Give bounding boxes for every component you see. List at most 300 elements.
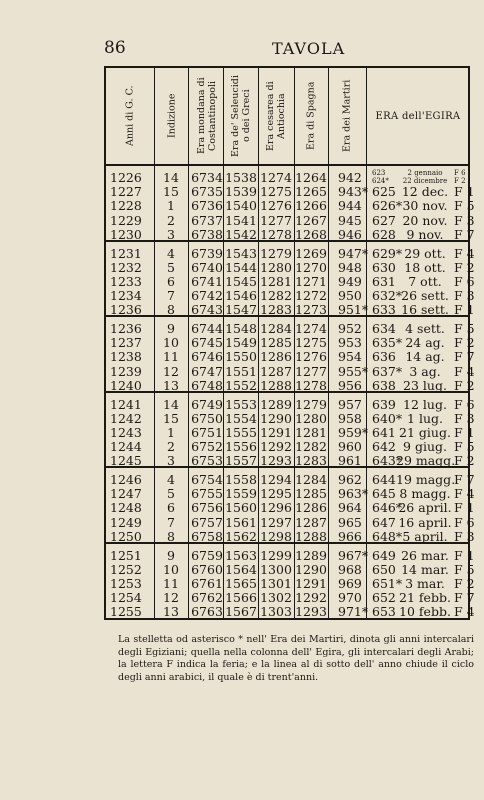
cell-sel: 1562 bbox=[225, 528, 257, 544]
cell-con: 6753 bbox=[191, 453, 223, 469]
cell-year: 1245 bbox=[110, 453, 142, 469]
cell-egy: 623 624* bbox=[372, 169, 389, 185]
cell-egy: 636 bbox=[372, 349, 396, 365]
cell-ind: 9 bbox=[167, 321, 175, 336]
header-spain: Era di Spagna bbox=[305, 81, 317, 151]
cell-spa: 1289 bbox=[295, 547, 327, 563]
cell-ind: 12 bbox=[163, 363, 179, 379]
cell-spa: 1282 bbox=[295, 439, 327, 455]
cell-spa: 1279 bbox=[295, 396, 327, 412]
cell-spa: 1277 bbox=[295, 363, 327, 379]
cell-mar: 963* bbox=[338, 486, 369, 502]
cell-ant: 1283 bbox=[260, 302, 292, 318]
cell-spa: 1275 bbox=[295, 335, 327, 351]
cell-ind: 14 bbox=[163, 170, 179, 185]
cell-fer: F 5 bbox=[454, 561, 475, 577]
cell-ind: 7 bbox=[167, 288, 175, 304]
cell-year: 1238 bbox=[110, 349, 142, 365]
header-year: Anni di G. C. bbox=[124, 85, 136, 147]
cell-ant: 1299 bbox=[260, 547, 292, 563]
cell-con: 6761 bbox=[191, 575, 223, 591]
cell-fer: F 1 bbox=[454, 500, 475, 516]
cell-fer: F 5 bbox=[454, 321, 475, 336]
cell-ant: 1298 bbox=[260, 528, 292, 544]
cell-mar: 962 bbox=[338, 472, 362, 487]
cell-ind: 7 bbox=[167, 514, 175, 530]
cell-year: 1230 bbox=[110, 226, 142, 242]
year-group bbox=[106, 317, 475, 393]
cell-spa: 1265 bbox=[295, 184, 327, 200]
cell-ind: 1 bbox=[167, 198, 175, 214]
cell-sel: 1554 bbox=[225, 410, 257, 426]
cell-fer: F 2 bbox=[454, 377, 475, 393]
cell-fer: F 5 bbox=[454, 439, 475, 455]
cell-sel: 1550 bbox=[225, 349, 257, 365]
cell-con: 6751 bbox=[191, 424, 223, 440]
cell-egy: 653 bbox=[372, 604, 396, 620]
cell-ind: 6 bbox=[167, 273, 175, 289]
cell-spa: 1280 bbox=[295, 410, 327, 426]
cell-ant: 1302 bbox=[260, 590, 292, 606]
cell-egy: 639 bbox=[372, 396, 396, 412]
cell-ant: 1293 bbox=[260, 453, 292, 469]
cell-egy: 630 bbox=[372, 259, 396, 275]
cell-date: 1 lug. bbox=[407, 410, 443, 426]
cell-sel: 1543 bbox=[225, 245, 257, 261]
cell-sel: 1556 bbox=[225, 439, 257, 455]
cell-ind: 11 bbox=[163, 349, 179, 365]
cell-ant: 1275 bbox=[260, 184, 292, 200]
cell-ind: 14 bbox=[163, 396, 179, 412]
cell-ind: 3 bbox=[167, 226, 175, 242]
cell-ant: 1287 bbox=[260, 363, 292, 379]
cell-fer: F 1 bbox=[454, 184, 475, 200]
year-group bbox=[106, 242, 475, 318]
cell-date: 4 sett. bbox=[405, 321, 445, 336]
cell-ind: 10 bbox=[163, 335, 179, 351]
cell-mar: 954 bbox=[338, 349, 362, 365]
cell-egy: 637* bbox=[372, 363, 403, 379]
cell-date: 29 ott. bbox=[404, 245, 446, 261]
cell-ant: 1278 bbox=[260, 226, 292, 242]
cell-con: 6739 bbox=[191, 245, 223, 261]
cell-sel: 1544 bbox=[225, 259, 257, 275]
cell-ant: 1296 bbox=[260, 500, 292, 516]
cell-spa: 1273 bbox=[295, 302, 327, 318]
cell-egy: 644 bbox=[372, 472, 396, 487]
cell-egy: 646* bbox=[372, 500, 403, 516]
cell-ind: 6 bbox=[167, 500, 175, 516]
cell-date: 26 mar. bbox=[401, 547, 449, 563]
cell-con: 6752 bbox=[191, 439, 223, 455]
cell-spa: 1276 bbox=[295, 349, 327, 365]
cell-mar: 957 bbox=[338, 396, 362, 412]
cell-egy: 631 bbox=[372, 273, 396, 289]
cell-ant: 1274 bbox=[260, 170, 292, 185]
cell-year: 1237 bbox=[110, 335, 142, 351]
cell-fer: F 5 bbox=[454, 198, 475, 214]
cell-mar: 942 bbox=[338, 170, 362, 185]
cell-spa: 1291 bbox=[295, 575, 327, 591]
header-indiction: Indizione bbox=[166, 93, 178, 139]
cell-year: 1251 bbox=[110, 547, 142, 563]
cell-spa: 1268 bbox=[295, 226, 327, 242]
cell-spa: 1266 bbox=[295, 198, 327, 214]
cell-con: 6749 bbox=[191, 396, 223, 412]
cell-date: 9 nov. bbox=[406, 226, 444, 242]
cell-mar: 959* bbox=[338, 424, 369, 440]
cell-year: 1246 bbox=[110, 472, 142, 487]
cell-mar: 968 bbox=[338, 561, 362, 577]
cell-date: 16 april. bbox=[398, 514, 452, 530]
cell-mar: 943* bbox=[338, 184, 369, 200]
cell-mar: 949 bbox=[338, 273, 362, 289]
table-row bbox=[106, 603, 475, 621]
table-header bbox=[106, 68, 468, 166]
cell-egy: 649 bbox=[372, 547, 396, 563]
cell-spa: 1274 bbox=[295, 321, 327, 336]
cell-con: 6740 bbox=[191, 259, 223, 275]
cell-date: 12 dec. bbox=[401, 184, 449, 200]
cell-egy: 635* bbox=[372, 335, 403, 351]
cell-sel: 1558 bbox=[225, 472, 257, 487]
cell-sel: 1559 bbox=[225, 486, 257, 502]
cell-ant: 1286 bbox=[260, 349, 292, 365]
cell-ind: 11 bbox=[163, 575, 179, 591]
cell-egy: 641 bbox=[372, 424, 396, 440]
cell-fer: F 7 bbox=[454, 349, 475, 365]
cell-egy: 628 bbox=[372, 226, 396, 242]
cell-con: 6756 bbox=[191, 500, 223, 516]
cell-mar: 946 bbox=[338, 226, 362, 242]
cell-year: 1253 bbox=[110, 575, 142, 591]
header-constantinople: Era mondana di Costantinopoli bbox=[196, 77, 218, 155]
cell-mar: 964 bbox=[338, 500, 362, 516]
cell-con: 6754 bbox=[191, 472, 223, 487]
cell-mar: 945 bbox=[338, 212, 362, 228]
cell-date: 30 nov. bbox=[402, 198, 448, 214]
cell-ind: 2 bbox=[167, 212, 175, 228]
cell-spa: 1278 bbox=[295, 377, 327, 393]
cell-egy: 629* bbox=[372, 245, 403, 261]
cell-ind: 8 bbox=[167, 302, 175, 318]
cell-ind: 3 bbox=[167, 453, 175, 469]
cell-sel: 1566 bbox=[225, 590, 257, 606]
cell-ind: 4 bbox=[167, 472, 175, 487]
cell-mar: 950 bbox=[338, 288, 362, 304]
cell-con: 6755 bbox=[191, 486, 223, 502]
cell-fer: F 1 bbox=[454, 547, 475, 563]
cell-date: 21 febb. bbox=[399, 590, 451, 606]
cell-con: 6743 bbox=[191, 302, 223, 318]
cell-con: 6741 bbox=[191, 273, 223, 289]
cell-year: 1233 bbox=[110, 273, 142, 289]
cell-date: 26 sett. bbox=[401, 288, 449, 304]
cell-spa: 1286 bbox=[295, 500, 327, 516]
cell-year: 1228 bbox=[110, 198, 142, 214]
cell-date: 16 sett. bbox=[401, 302, 449, 318]
cell-year: 1250 bbox=[110, 528, 142, 544]
cell-date: 21 giug. bbox=[399, 424, 451, 440]
cell-date: 14 ag. bbox=[405, 349, 445, 365]
cell-year: 1254 bbox=[110, 590, 142, 606]
year-group bbox=[106, 393, 475, 469]
cell-year: 1248 bbox=[110, 500, 142, 516]
cell-mar: 956 bbox=[338, 377, 362, 393]
cell-ant: 1280 bbox=[260, 259, 292, 275]
cell-mar: 967* bbox=[338, 547, 369, 563]
cell-ind: 15 bbox=[163, 184, 179, 200]
cell-sel: 1538 bbox=[225, 170, 257, 185]
cell-con: 6734 bbox=[191, 170, 223, 185]
cell-ind: 2 bbox=[167, 439, 175, 455]
cell-year: 1255 bbox=[110, 604, 142, 620]
cell-sel: 1541 bbox=[225, 212, 257, 228]
cell-mar: 953 bbox=[338, 335, 362, 351]
cell-ant: 1292 bbox=[260, 439, 292, 455]
cell-mar: 961 bbox=[338, 453, 362, 469]
cell-sel: 1553 bbox=[225, 396, 257, 412]
cell-mar: 947* bbox=[338, 245, 369, 261]
cell-year: 1234 bbox=[110, 288, 142, 304]
cell-date: 20 nov. bbox=[402, 212, 448, 228]
cell-con: 6742 bbox=[191, 288, 223, 304]
cell-ant: 1281 bbox=[260, 273, 292, 289]
cell-mar: 958 bbox=[338, 410, 362, 426]
cell-egy: 638 bbox=[372, 377, 396, 393]
cell-ind: 5 bbox=[167, 259, 175, 275]
cell-sel: 1542 bbox=[225, 226, 257, 242]
cell-sel: 1549 bbox=[225, 335, 257, 351]
cell-spa: 1288 bbox=[295, 528, 327, 544]
chronology-table bbox=[104, 66, 475, 620]
cell-sel: 1540 bbox=[225, 198, 257, 214]
cell-ind: 13 bbox=[163, 604, 179, 620]
cell-mar: 970 bbox=[338, 590, 362, 606]
cell-ant: 1289 bbox=[260, 396, 292, 412]
cell-year: 1240 bbox=[110, 377, 142, 393]
cell-fer: F 2 bbox=[454, 335, 475, 351]
cell-spa: 1272 bbox=[295, 288, 327, 304]
cell-ant: 1295 bbox=[260, 486, 292, 502]
cell-spa: 1290 bbox=[295, 561, 327, 577]
cell-year: 1232 bbox=[110, 259, 142, 275]
cell-ant: 1288 bbox=[260, 377, 292, 393]
header-seleucid: Era de' Seleucidi o dei Greci bbox=[230, 75, 252, 157]
cell-spa: 1281 bbox=[295, 424, 327, 440]
cell-fer: F 6 F 2 bbox=[454, 169, 466, 185]
cell-year: 1242 bbox=[110, 410, 142, 426]
cell-mar: 944 bbox=[338, 198, 362, 214]
cell-egy: 642 bbox=[372, 439, 396, 455]
cell-ant: 1291 bbox=[260, 424, 292, 440]
cell-egy: 627 bbox=[372, 212, 396, 228]
cell-year: 1252 bbox=[110, 561, 142, 577]
cell-mar: 960 bbox=[338, 439, 362, 455]
cell-ind: 5 bbox=[167, 486, 175, 502]
cell-spa: 1269 bbox=[295, 245, 327, 261]
cell-date: 2 gennaio 22 dicembre bbox=[402, 169, 448, 185]
cell-year: 1247 bbox=[110, 486, 142, 502]
cell-fer: F 3 bbox=[454, 410, 475, 426]
cell-egy: 643* bbox=[372, 453, 403, 469]
cell-spa: 1270 bbox=[295, 259, 327, 275]
cell-ind: 12 bbox=[163, 590, 179, 606]
cell-fer: F 6 bbox=[454, 514, 475, 530]
cell-con: 6738 bbox=[191, 226, 223, 242]
cell-egy: 633 bbox=[372, 302, 396, 318]
cell-spa: 1293 bbox=[295, 604, 327, 620]
cell-ant: 1285 bbox=[260, 335, 292, 351]
cell-ind: 9 bbox=[167, 547, 175, 563]
cell-fer: F 1 bbox=[454, 424, 475, 440]
cell-mar: 952 bbox=[338, 321, 362, 336]
cell-date: 14 mar. bbox=[401, 561, 449, 577]
cell-sel: 1547 bbox=[225, 302, 257, 318]
cell-ind: 10 bbox=[163, 561, 179, 577]
cell-con: 6747 bbox=[191, 363, 223, 379]
cell-ant: 1300 bbox=[260, 561, 292, 577]
cell-date: 10 febb. bbox=[399, 604, 451, 620]
cell-con: 6735 bbox=[191, 184, 223, 200]
cell-sel: 1557 bbox=[225, 453, 257, 469]
cell-spa: 1271 bbox=[295, 273, 327, 289]
cell-con: 6746 bbox=[191, 349, 223, 365]
cell-date: 5 april. bbox=[402, 528, 448, 544]
cell-spa: 1292 bbox=[295, 590, 327, 606]
cell-year: 1249 bbox=[110, 514, 142, 530]
cell-year: 1241 bbox=[110, 396, 142, 412]
cell-date: 29 magg. bbox=[396, 453, 456, 469]
cell-year: 1226 bbox=[110, 170, 142, 185]
cell-date: 18 ott. bbox=[404, 259, 446, 275]
page-number: 86 bbox=[104, 38, 126, 58]
cell-date: 8 magg. bbox=[399, 486, 451, 502]
cell-spa: 1267 bbox=[295, 212, 327, 228]
cell-fer: F 6 bbox=[454, 273, 475, 289]
cell-fer: F 4 bbox=[454, 604, 475, 620]
cell-egy: 652 bbox=[372, 590, 396, 606]
cell-date: 3 ag. bbox=[409, 363, 441, 379]
cell-sel: 1555 bbox=[225, 424, 257, 440]
cell-con: 6757 bbox=[191, 514, 223, 530]
cell-year: 1243 bbox=[110, 424, 142, 440]
cell-mar: 955* bbox=[338, 363, 369, 379]
cell-con: 6745 bbox=[191, 335, 223, 351]
year-group bbox=[106, 468, 475, 544]
cell-fer: F 2 bbox=[454, 259, 475, 275]
cell-date: 7 ott. bbox=[408, 273, 442, 289]
cell-egy: 648* bbox=[372, 528, 403, 544]
cell-ant: 1276 bbox=[260, 198, 292, 214]
cell-sel: 1539 bbox=[225, 184, 257, 200]
header-antioch: Era cesarea di Antiochia bbox=[265, 81, 287, 151]
cell-fer: F 3 bbox=[454, 288, 475, 304]
cell-fer: F 1 bbox=[454, 302, 475, 318]
cell-sel: 1565 bbox=[225, 575, 257, 591]
cell-mar: 966 bbox=[338, 528, 362, 544]
cell-egy: 645 bbox=[372, 486, 396, 502]
year-group bbox=[106, 166, 475, 242]
cell-spa: 1264 bbox=[295, 170, 327, 185]
year-group bbox=[106, 544, 475, 620]
cell-con: 6760 bbox=[191, 561, 223, 577]
cell-ind: 13 bbox=[163, 377, 179, 393]
cell-con: 6748 bbox=[191, 377, 223, 393]
cell-date: 24 ag. bbox=[405, 335, 445, 351]
cell-ant: 1284 bbox=[260, 321, 292, 336]
cell-mar: 969 bbox=[338, 575, 362, 591]
cell-fer: F 3 bbox=[454, 212, 475, 228]
cell-con: 6744 bbox=[191, 321, 223, 336]
cell-ind: 15 bbox=[163, 410, 179, 426]
cell-con: 6750 bbox=[191, 410, 223, 426]
cell-ant: 1294 bbox=[260, 472, 292, 487]
cell-year: 1239 bbox=[110, 363, 142, 379]
cell-sel: 1546 bbox=[225, 288, 257, 304]
cell-date: 12 lug. bbox=[403, 396, 447, 412]
cell-ant: 1290 bbox=[260, 410, 292, 426]
cell-fer: F 4 bbox=[454, 245, 475, 261]
footnote: La stelletta od asterisco * nell' Era dei Martiri, dinota gli anni intercalari degli Egiziani; quella nella colonna dell' Egira, gli intercalari degli Arabi; la lettera F indica la feria; e la linea al di sotto dell' anno chiude il ciclo degli anni arabici, il quale è di trent'anni. bbox=[118, 634, 474, 683]
cell-con: 6736 bbox=[191, 198, 223, 214]
cell-date: 26 april. bbox=[398, 500, 452, 516]
cell-fer: F 4 bbox=[454, 363, 475, 379]
cell-egy: 651* bbox=[372, 575, 403, 591]
cell-ant: 1279 bbox=[260, 245, 292, 261]
cell-ant: 1282 bbox=[260, 288, 292, 304]
cell-con: 6737 bbox=[191, 212, 223, 228]
cell-mar: 965 bbox=[338, 514, 362, 530]
cell-egy: 625 bbox=[372, 184, 396, 200]
cell-ind: 1 bbox=[167, 424, 175, 440]
cell-date: 3 mar. bbox=[405, 575, 445, 591]
cell-date: 9 giug. bbox=[403, 439, 447, 455]
cell-fer: F 6 bbox=[454, 396, 475, 412]
cell-ind: 4 bbox=[167, 245, 175, 261]
cell-year: 1236 bbox=[110, 302, 142, 318]
cell-ant: 1303 bbox=[260, 604, 292, 620]
cell-fer: F 2 bbox=[454, 575, 475, 591]
cell-sel: 1545 bbox=[225, 273, 257, 289]
cell-egy: 650 bbox=[372, 561, 396, 577]
cell-mar: 951* bbox=[338, 302, 369, 318]
cell-year: 1227 bbox=[110, 184, 142, 200]
cell-sel: 1567 bbox=[225, 604, 257, 620]
cell-ind: 8 bbox=[167, 528, 175, 544]
cell-egy: 632* bbox=[372, 288, 403, 304]
cell-sel: 1563 bbox=[225, 547, 257, 563]
cell-ant: 1277 bbox=[260, 212, 292, 228]
cell-spa: 1287 bbox=[295, 514, 327, 530]
cell-mar: 948 bbox=[338, 259, 362, 275]
cell-sel: 1552 bbox=[225, 377, 257, 393]
cell-egy: 640* bbox=[372, 410, 403, 426]
cell-date: 23 lug. bbox=[403, 377, 447, 393]
cell-con: 6763 bbox=[191, 604, 223, 620]
running-title: TAVOLA bbox=[272, 39, 346, 58]
header-martyrs: Era dei Martiri bbox=[341, 79, 353, 153]
cell-year: 1231 bbox=[110, 245, 142, 261]
cell-sel: 1564 bbox=[225, 561, 257, 577]
cell-sel: 1561 bbox=[225, 514, 257, 530]
cell-sel: 1551 bbox=[225, 363, 257, 379]
cell-date: 19 magg. bbox=[396, 472, 456, 487]
cell-con: 6758 bbox=[191, 528, 223, 544]
cell-year: 1229 bbox=[110, 212, 142, 228]
cell-fer: F 3 bbox=[454, 528, 475, 544]
cell-ant: 1297 bbox=[260, 514, 292, 530]
